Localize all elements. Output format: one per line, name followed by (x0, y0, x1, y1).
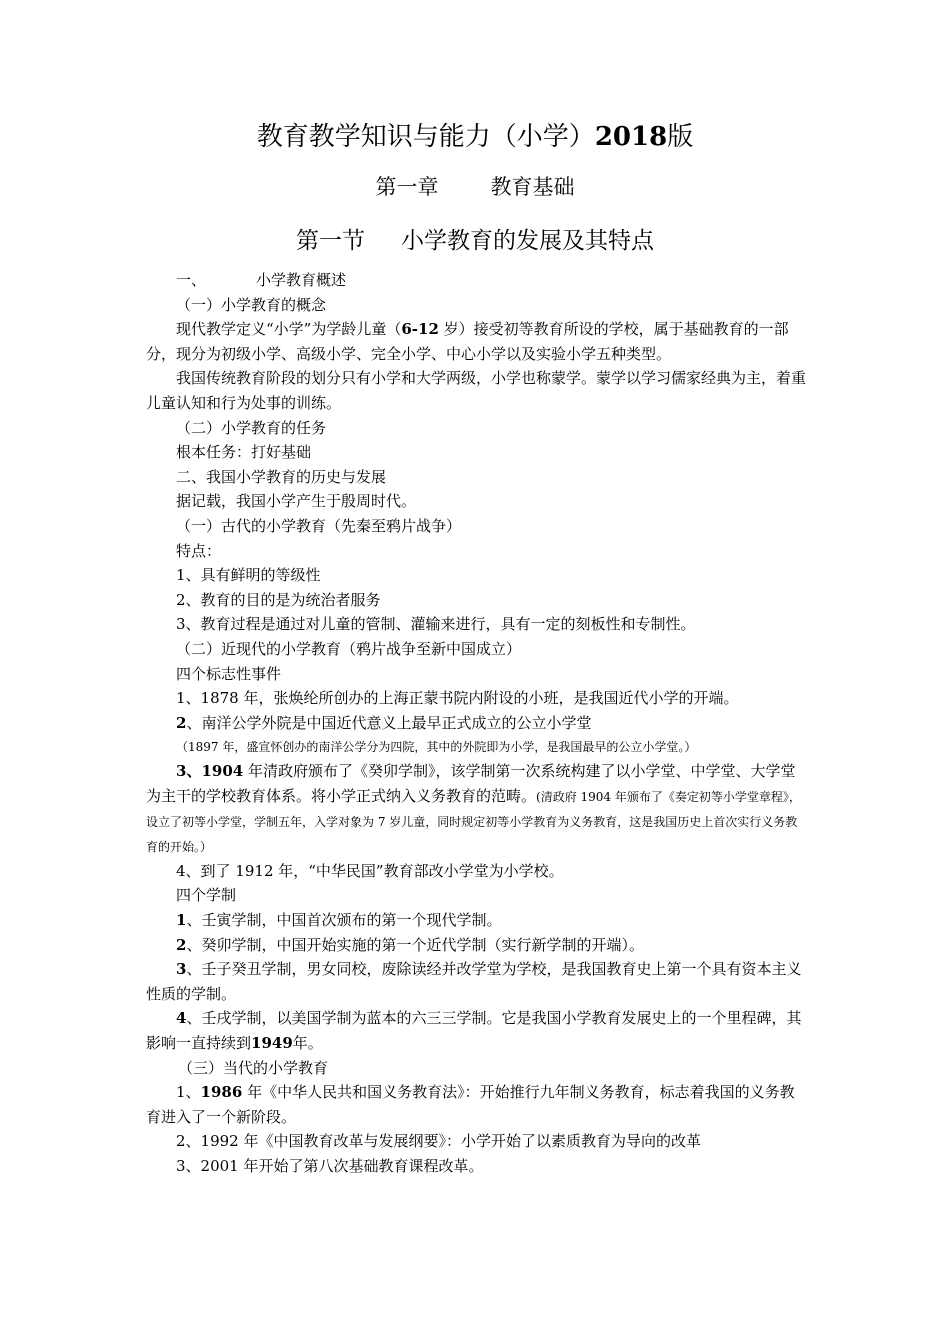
section-title (0, 222, 950, 255)
heading-concept: （一）小学教育的概念 (176, 295, 327, 314)
chapter-name: 教育基础 (490, 175, 575, 199)
paragraph-record: 据记载，我国小学产生于殷周时代。 (176, 492, 417, 511)
chapter-number: 第一章 (375, 175, 439, 199)
list-item: 1、具有鲜明的等级性 (176, 566, 321, 585)
paragraph-systems: 四个学制 (176, 886, 237, 905)
contemporary-item-2: 2、1992 年《中国教育改革与发展纲要》：小学开始了以素质教育为导向的改革 (176, 1132, 701, 1151)
heading-history: 二、我国小学教育的历史与发展 (176, 467, 387, 486)
paragraph-features: 特点： (176, 541, 222, 560)
document-title-year: 2018 (594, 122, 668, 152)
list-item: 3、教育过程是通过对儿童的管制、灌输来进行，具有一定的刻板性和专制性。 (176, 615, 696, 634)
heading-overview-number: 一、 (176, 271, 207, 289)
document-title-suffix: 版 (667, 122, 694, 152)
paragraph-definition: 现代教学定义“小学”为学龄儿童（6-12 岁）接受初等教育所设的学校，属于基础教育的一部分，现分为初级小学、高级小学、完全小学、中心小学以及实验小学五种类型。 (146, 320, 789, 363)
system-item-3: 3、壬子癸丑学制，男女同校，废除读经并改学堂为学校，是我国教育史上第一个具有资本主义性质的学制。 (146, 960, 802, 1003)
event-note-2: （1897 年，盛宣怀创办的南洋公学分为四院，其中的外院即为小学，是我国最早的公立小学堂。） (176, 740, 697, 755)
event-note-3: (清政府 1904 年颁布了《奏定初等小学堂章程》，设立了初等小学堂，学制五年，入学对象为 7 岁儿童，同时规定初等小学教育为义务教育，这是我国历史上首次实行义务教育的开始。） (146, 789, 801, 854)
event-item-3: 3、1904 年清政府颁布了《癸卯学制》，该学制第一次系统构建了以小学堂、中学堂、大学堂为主干的学校教育体系。将小学正式纳入义务教育的范畴。(清政府 1904 年颁布了《奏定初等小学堂章程》，设立了初等小学堂，学制五年，入学对象为 7 岁儿童，同时规定初等小学教育为义务教育，这是我国历史上首次实行义务教育的开始。） (146, 762, 801, 854)
chapter-title (0, 171, 950, 201)
document-body (146, 268, 808, 1179)
system-item-1: 1、壬寅学制，中国首次颁布的第一个现代学制。 (176, 911, 502, 930)
event-item-1: 1、1878 年，张焕纶所创办的上海正蒙书院内附设的小班，是我国近代小学的开端。 (176, 689, 739, 708)
heading-overview-text: 小学教育概述 (256, 271, 347, 289)
document-title (0, 116, 950, 153)
system-item-4: 4、壬戌学制，以美国学制为蓝本的六三三学制。它是我国小学教育发展史上的一个里程碑，其影响一直持续到1949年。 (146, 1009, 802, 1053)
event-item-2: 2、南洋公学外院是中国近代意义上最早正式成立的公立小学堂 (176, 713, 592, 732)
event-item-4: 4、到了 1912 年，“中华民国”教育部改小学堂为小学校。 (176, 861, 564, 880)
contemporary-item-3: 3、2001 年开始了第八次基础教育课程改革。 (176, 1157, 484, 1175)
heading-task: （二）小学教育的任务 (176, 418, 327, 437)
heading-modern: （二）近现代的小学教育（鸦片战争至新中国成立） (176, 639, 522, 658)
paragraph-traditional: 我国传统教育阶段的划分只有小学和大学两级，小学也称蒙学。蒙学以学习儒家经典为主，着重儿童认知和行为处事的训练。 (146, 369, 807, 412)
list-item: 2、教育的目的是为统治者服务 (176, 590, 381, 609)
age-range: 6-12 (401, 320, 439, 339)
paragraph-task: 根本任务：打好基础 (176, 443, 312, 462)
heading-contemporary: （三）当代的小学教育 (178, 1058, 329, 1077)
section-number: 第一节 (296, 228, 365, 254)
section-name: 小学教育的发展及其特点 (401, 228, 654, 254)
heading-ancient: （一）古代的小学教育（先秦至鸦片战争） (176, 516, 462, 535)
heading-overview (146, 268, 808, 293)
system-item-2: 2、癸卯学制，中国开始实施的第一个近代学制（实行新学制的开端）。 (176, 935, 644, 954)
document-title-main: 教育教学知识与能力（小学） (256, 122, 595, 152)
paragraph-events: 四个标志性事件 (176, 664, 282, 683)
contemporary-item-1: 1、1986 年《中华人民共和国义务教育法》：开始推行九年制义务教育，标志着我国的义务教育进入了一个新阶段。 (146, 1083, 795, 1126)
